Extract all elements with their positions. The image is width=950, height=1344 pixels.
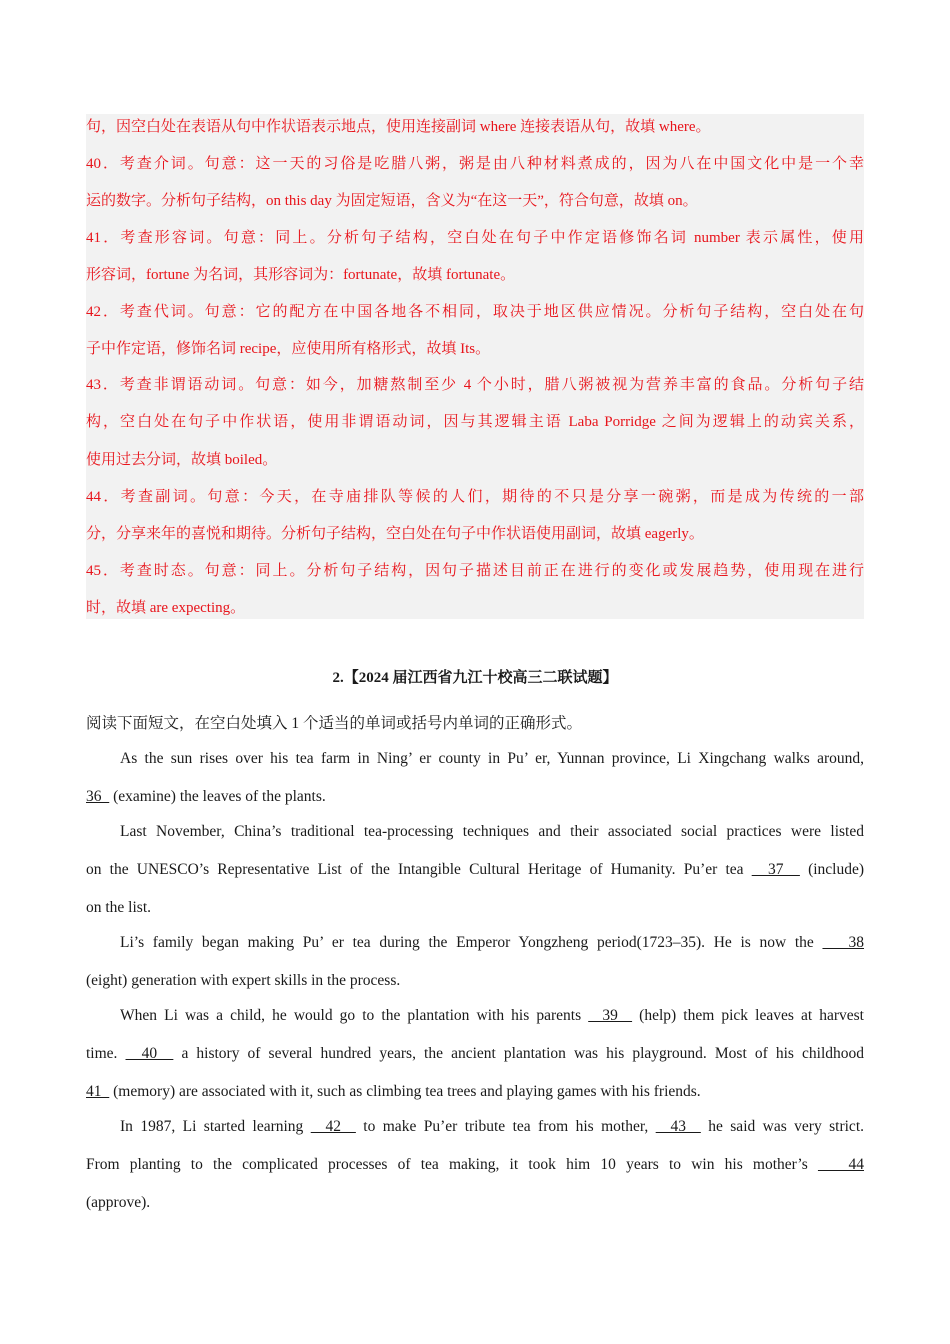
answer-line: 44．考查副词。句意：今天，在寺庙排队等候的人们，期待的不只是分享一碗粥，而是成为传统的一部	[86, 489, 864, 505]
answer-line: 运的数字。分析句子结构，on this day 为固定短语，含义为“在这一天”，符合句意，故填 on。	[86, 193, 698, 209]
answer-line: 构，空白处在句子中作状语，使用非谓语动词，因与其逻辑主语 Laba Porridge 之间为逻辑上的动宾关系，	[86, 414, 864, 430]
passage-line: As the sun rises over his tea farm in Ning’ er county in Pu’ er, Yunnan province, Li Xingchang walks around,	[120, 750, 864, 767]
passage-line: on the list.	[86, 899, 152, 916]
passage-line: time. 40 a history of several hundred years, the ancient plantation was his playground. Most of his childhood	[86, 1045, 865, 1062]
passage-line: (approve).	[86, 1194, 151, 1211]
answer-line: 45．考查时态。句意：同上。分析句子结构，因句子描述目前正在进行的变化或发展趋势，使用现在进行	[86, 563, 864, 579]
passage-line: Last November, China’s traditional tea-processing techniques and their associated social practices were listed	[120, 823, 864, 840]
passage-line: In 1987, Li started learning 42 to make Pu’er tribute tea from his mother, 43 he said was very strict.	[120, 1118, 864, 1135]
answer-line: 形容词，fortune 为名词，其形容词为：fortunate，故填 fortunate。	[86, 267, 516, 283]
answer-line: 句，因空白处在表语从句中作状语表示地点，使用连接副词 where 连接表语从句，故填 where。	[86, 119, 711, 135]
answer-line: 43．考查非谓语动词。句意：如今，加糖熬制至少 4 个小时，腊八粥被视为营养丰富的食品。分析句子结	[86, 377, 864, 393]
answer-line: 40．考查介词。句意：这一天的习俗是吃腊八粥，粥是由八种材料煮成的，因为八在中国文化中是一个幸	[86, 156, 864, 172]
answer-line: 时，故填 are expecting。	[86, 600, 246, 616]
blank-36[interactable]: 36	[86, 788, 110, 805]
passage-line: 41 (memory) are associated with it, such as climbing tea trees and playing games with his friends.	[86, 1083, 701, 1100]
blank-38[interactable]: 38	[822, 934, 865, 951]
instruction: 阅读下面短文，在空白处填入 1 个适当的单词或括号内单词的正确形式。	[86, 715, 583, 732]
blank-39[interactable]: 39	[588, 1007, 633, 1024]
passage-line: When Li was a child, he would go to the plantation with his parents 39 (help) them pick leaves at harvest	[120, 1007, 864, 1024]
passage-line: 36 (examine) the leaves of the plants.	[86, 788, 326, 805]
answer-line: 42．考查代词。句意：它的配方在中国各地各不相同，取决于地区供应情况。分析句子结构，空白处在句	[86, 304, 864, 320]
blank-37[interactable]: 37	[751, 861, 800, 878]
blank-41[interactable]: 41	[86, 1083, 110, 1100]
blank-44[interactable]: 44	[817, 1156, 864, 1173]
blank-43[interactable]: 43	[655, 1118, 701, 1135]
blank-40[interactable]: 40	[125, 1045, 174, 1062]
passage-line: Li’s family began making Pu’ er tea during the Emperor Yongzheng period(1723–35). He is now the 38	[120, 934, 865, 951]
answer-line: 41．考查形容词。句意：同上。分析句子结构，空白处在句子中作定语修饰名词 number 表示属性，使用	[86, 230, 864, 246]
answer-line: 分，分享来年的喜悦和期待。分析句子结构，空白处在句子中作状语使用副词，故填 eagerly。	[86, 526, 704, 542]
answer-line: 子中作定语，修饰名词 recipe，应使用所有格形式，故填 Its。	[86, 341, 491, 357]
blank-42[interactable]: 42	[310, 1118, 356, 1135]
passage-line: (eight) generation with expert skills in the process.	[86, 972, 401, 989]
section-title: 2.【2024 届江西省九江十校高三二联试题】	[332, 670, 618, 686]
passage-line: From planting to the complicated processes of tea making, it took him 10 years to win his mother’s 44	[86, 1156, 864, 1173]
passage-line: on the UNESCO’s Representative List of the Intangible Cultural Heritage of Humanity. Pu’er tea 37 (include)	[86, 861, 865, 878]
answer-line: 使用过去分词，故填 boiled。	[86, 452, 278, 468]
